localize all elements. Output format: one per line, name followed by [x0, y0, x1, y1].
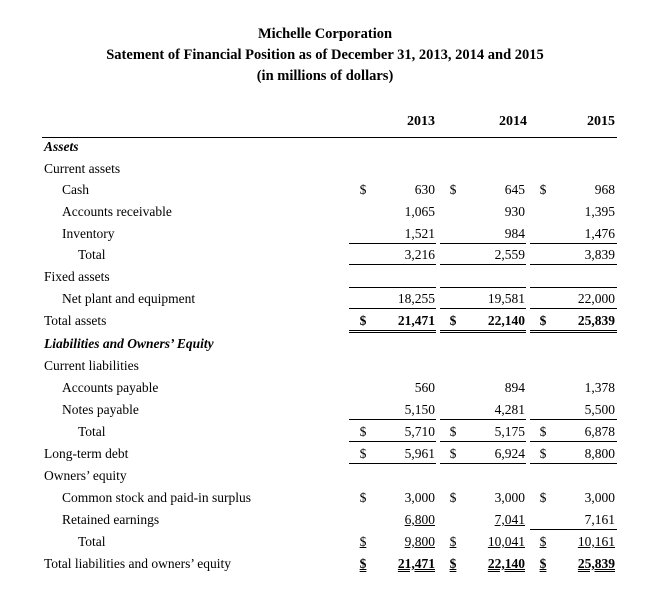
value-2015: 1,476 — [584, 226, 615, 241]
section-header-liabilities — [0, 333, 650, 355]
dollar-sign: $ — [359, 490, 367, 505]
dollar-sign: $ — [539, 424, 547, 439]
dollar-sign: $ — [539, 446, 547, 461]
row-label: Total — [78, 247, 106, 262]
row-label: Current liabilities — [44, 358, 139, 373]
statement-title: Satement of Financial Position as of December 31, 2013, 2014 and 2015 — [106, 47, 544, 63]
value-2015: 7,161 — [584, 512, 615, 527]
row-total-owners-equity — [0, 531, 650, 553]
row-label: Current assets — [44, 161, 121, 176]
value-2013: 6,800 — [404, 512, 435, 527]
row-label: Total assets — [44, 313, 107, 328]
subtotal-rule — [530, 419, 617, 420]
dollar-sign: $ — [359, 556, 367, 571]
row-total-assets — [0, 310, 650, 332]
row-notes-payable — [0, 399, 650, 421]
row-label: Assets — [44, 139, 79, 154]
total-rule — [440, 463, 526, 464]
row-total-liabilities-equity — [0, 553, 650, 575]
total-rule — [440, 264, 526, 265]
row-label: Total — [78, 534, 106, 549]
value-2014: 19,581 — [487, 291, 525, 306]
row-long-term-debt — [0, 443, 650, 465]
value-2015: 3,000 — [584, 490, 615, 505]
dollar-sign: $ — [539, 182, 547, 197]
subtotal-rule — [530, 529, 617, 530]
value-2015: 6,878 — [584, 424, 615, 439]
value-2013: 18,255 — [397, 291, 435, 306]
value-2014: 2,559 — [494, 247, 525, 262]
dollar-sign: $ — [359, 313, 367, 328]
statement-title-block — [0, 24, 650, 87]
value-2013: 3,216 — [404, 247, 435, 262]
total-rule — [530, 463, 617, 464]
value-2014: 22,140 — [487, 556, 525, 571]
column-header-2013: 2013 — [407, 114, 435, 129]
dollar-sign: $ — [449, 490, 457, 505]
dollar-sign: $ — [449, 313, 457, 328]
dollar-sign: $ — [539, 556, 547, 571]
dollar-sign: $ — [359, 424, 367, 439]
total-rule — [530, 264, 617, 265]
value-2013: 1,065 — [404, 204, 435, 219]
row-label: Total — [78, 424, 106, 439]
row-label: Accounts payable — [62, 380, 159, 395]
row-label: Net plant and equipment — [62, 291, 196, 306]
row-label: Liabilities and Owners’ Equity — [44, 336, 214, 351]
subtotal-rule — [349, 308, 436, 309]
dollar-sign: $ — [449, 446, 457, 461]
value-2014: 4,281 — [494, 402, 525, 417]
value-2015: 8,800 — [584, 446, 615, 461]
value-2013: 5,150 — [404, 402, 435, 417]
value-2014: 6,924 — [494, 446, 525, 461]
value-2014: 5,175 — [494, 424, 525, 439]
company-name: Michelle Corporation — [257, 26, 393, 42]
total-rule — [530, 441, 617, 442]
value-2013: 1,521 — [404, 226, 435, 241]
dollar-sign: $ — [359, 446, 367, 461]
value-2014: 22,140 — [487, 313, 525, 328]
row-label: Total liabilities and owners’ equity — [44, 556, 232, 571]
subtotal-rule — [440, 308, 526, 309]
row-label: Cash — [62, 182, 89, 197]
value-2013: 630 — [414, 182, 435, 197]
dollar-sign: $ — [359, 534, 367, 549]
row-label: Retained earnings — [62, 512, 160, 527]
value-2015: 25,839 — [577, 313, 615, 328]
group-header-owners-equity — [0, 465, 650, 487]
row-net-plant-equipment — [0, 288, 650, 310]
value-2014: 645 — [504, 182, 525, 197]
value-2015: 968 — [594, 182, 615, 197]
group-header-current-liabilities — [0, 355, 650, 377]
value-2013: 21,471 — [397, 556, 435, 571]
dollar-sign: $ — [539, 313, 547, 328]
value-2015: 22,000 — [577, 291, 615, 306]
row-accounts-receivable — [0, 201, 650, 223]
value-2015: 25,839 — [577, 556, 615, 571]
row-accounts-payable — [0, 377, 650, 399]
total-rule — [349, 441, 436, 442]
total-rule — [440, 441, 526, 442]
row-total-current-assets — [0, 244, 650, 266]
value-2014: 7,041 — [494, 512, 525, 527]
section-header-assets — [0, 136, 650, 158]
dollar-sign: $ — [449, 534, 457, 549]
value-2013: 3,000 — [404, 490, 435, 505]
value-2015: 5,500 — [584, 402, 615, 417]
value-2014: 3,000 — [494, 490, 525, 505]
total-rule — [349, 463, 436, 464]
subtotal-rule — [349, 419, 436, 420]
value-2013: 5,961 — [404, 446, 435, 461]
row-label: Inventory — [62, 226, 115, 241]
dollar-sign: $ — [539, 534, 547, 549]
row-label: Notes payable — [62, 402, 139, 417]
row-label: Accounts receivable — [62, 204, 172, 219]
subtotal-rule — [440, 419, 526, 420]
column-header-2015: 2015 — [587, 114, 615, 129]
row-cash — [0, 179, 650, 201]
value-2015: 3,839 — [584, 247, 615, 262]
value-2014: 894 — [504, 380, 525, 395]
dollar-sign: $ — [359, 182, 367, 197]
group-header-fixed-assets — [0, 266, 650, 288]
row-retained-earnings — [0, 509, 650, 531]
row-total-current-liabilities — [0, 421, 650, 443]
group-header-current-assets — [0, 158, 650, 180]
value-2015: 10,161 — [577, 534, 615, 549]
dollar-sign: $ — [449, 556, 457, 571]
dollar-sign: $ — [539, 490, 547, 505]
value-2013: 21,471 — [397, 313, 435, 328]
column-header-2014: 2014 — [499, 114, 527, 129]
row-label: Owners’ equity — [44, 468, 127, 483]
row-label: Fixed assets — [44, 269, 110, 284]
total-rule — [349, 264, 436, 265]
value-2015: 1,378 — [584, 380, 615, 395]
subtotal-rule — [530, 308, 617, 309]
value-2013: 9,800 — [404, 534, 435, 549]
value-2014: 984 — [504, 226, 525, 241]
value-2013: 560 — [414, 380, 435, 395]
row-common-stock — [0, 487, 650, 509]
value-2013: 5,710 — [404, 424, 435, 439]
value-2014: 930 — [504, 204, 525, 219]
row-label: Common stock and paid-in surplus — [62, 490, 251, 505]
value-2014: 10,041 — [487, 534, 525, 549]
value-2015: 1,395 — [584, 204, 615, 219]
units-note: (in millions of dollars) — [256, 68, 394, 84]
dollar-sign: $ — [449, 182, 457, 197]
row-inventory — [0, 223, 650, 245]
row-label: Long-term debt — [44, 446, 129, 461]
dollar-sign: $ — [449, 424, 457, 439]
